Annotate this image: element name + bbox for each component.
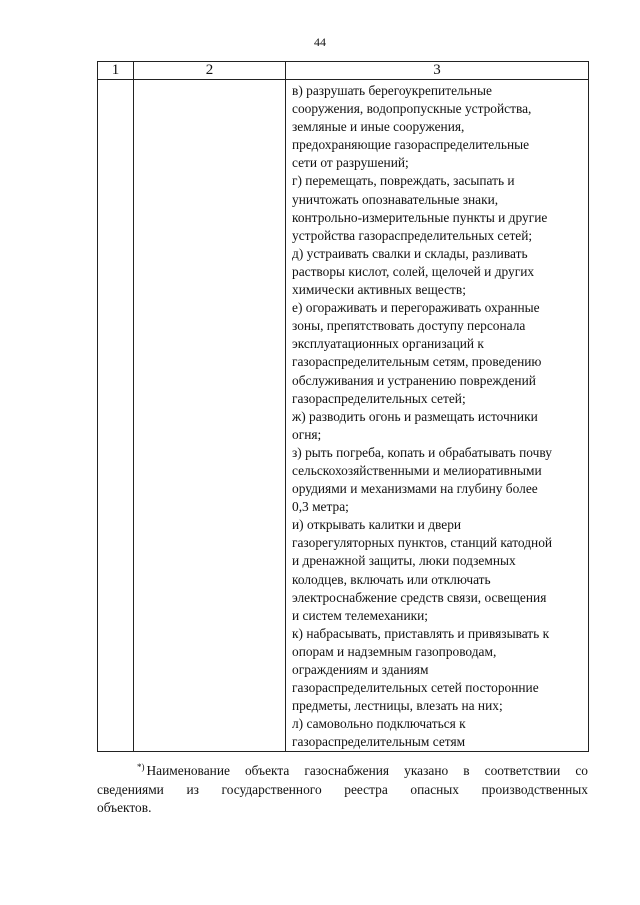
text-line: контрольно-измерительные пункты и другие	[292, 209, 548, 225]
text-line: орудиями и механизмами на глубину более	[292, 481, 538, 497]
text-line: ограждениям и зданиям	[292, 662, 429, 677]
page-number: 44	[314, 35, 326, 49]
text-line: 0,3 метра;	[292, 499, 349, 515]
text-line: газораспределительным сетям	[292, 734, 466, 750]
footnote-text-1: Наименование объекта газоснабжения указано в соответствии со	[146, 763, 588, 778]
text-line: и систем телемеханики;	[292, 607, 429, 623]
text-line: электроснабжение средств связи, освещения	[292, 589, 547, 605]
text-line: сети от разрушений;	[292, 155, 409, 171]
text-line: л) самовольно подключаться к	[292, 716, 466, 732]
column-header-3: 3	[286, 62, 589, 80]
footnote-line	[97, 781, 588, 800]
footnote-line	[97, 799, 588, 818]
text-line: сельскохозяйственными и мелиоративными	[292, 462, 542, 478]
text-line: опорам и надземным газопроводам,	[292, 643, 497, 659]
restrictions-list	[286, 80, 588, 751]
text-line: устройства газораспределительных сетей;	[292, 227, 533, 243]
text-line: сооружения, водопропускные устройства,	[292, 101, 532, 117]
text-line: огня;	[292, 426, 322, 442]
text-line: газораспределительных сетей посторонние	[292, 680, 539, 696]
column-header-2: 2	[134, 62, 286, 80]
text-line: газорегуляторных пунктов, станций катодной	[292, 535, 553, 551]
text-line: в) разрушать берегоукрепительные	[292, 83, 492, 98]
text-line: предохраняющие газораспределительные	[292, 137, 530, 153]
table-row	[98, 80, 589, 752]
text-line: и дренажной защиты, люки подземных	[292, 553, 516, 569]
text-line: обслуживания и устранению повреждений	[292, 372, 536, 388]
text-line: газораспределительным сетям, проведению	[292, 354, 542, 370]
text-line: з) рыть погреба, копать и обрабатывать почву	[292, 444, 552, 460]
footnote-text-2: сведениями из государственного реестра опасных производственных	[97, 781, 588, 797]
text-line: зоны, препятствовать доступу персонала	[292, 318, 526, 334]
text-line: ж) разводить огонь и размещать источники	[292, 408, 538, 424]
text-line: е) огораживать и перегораживать охранные	[292, 300, 540, 316]
footnote-text-3: объектов.	[97, 800, 152, 815]
column3-cell	[286, 80, 589, 752]
text-line: уничтожать опознавательные знаки,	[292, 191, 499, 207]
text-line: эксплуатационных организаций к	[292, 336, 484, 352]
column2-cell	[134, 80, 286, 752]
footnote-marker: *)	[137, 762, 145, 772]
footnote	[97, 762, 588, 818]
text-line: к) набрасывать, приставлять и привязывать к	[292, 625, 550, 641]
text-line: земляные и иные сооружения,	[292, 119, 465, 135]
text-line: колодцев, включать или отключать	[292, 571, 491, 587]
column1-cell	[98, 80, 134, 752]
restrictions-table	[97, 61, 589, 752]
text-line: предметы, лестницы, влезать на них;	[292, 698, 503, 714]
text-line: г) перемещать, повреждать, засыпать и	[292, 173, 515, 189]
column-header-1: 1	[98, 62, 134, 80]
text-line: растворы кислот, солей, щелочей и других	[292, 263, 535, 279]
table-header-row	[98, 62, 589, 80]
text-line: и) открывать калитки и двери	[292, 517, 462, 533]
footnote-line	[97, 762, 588, 781]
text-line: д) устраивать свалки и склады, разливать	[292, 245, 528, 261]
text-line: химически активных веществ;	[292, 282, 466, 298]
text-line: газораспределительных сетей;	[292, 390, 466, 406]
